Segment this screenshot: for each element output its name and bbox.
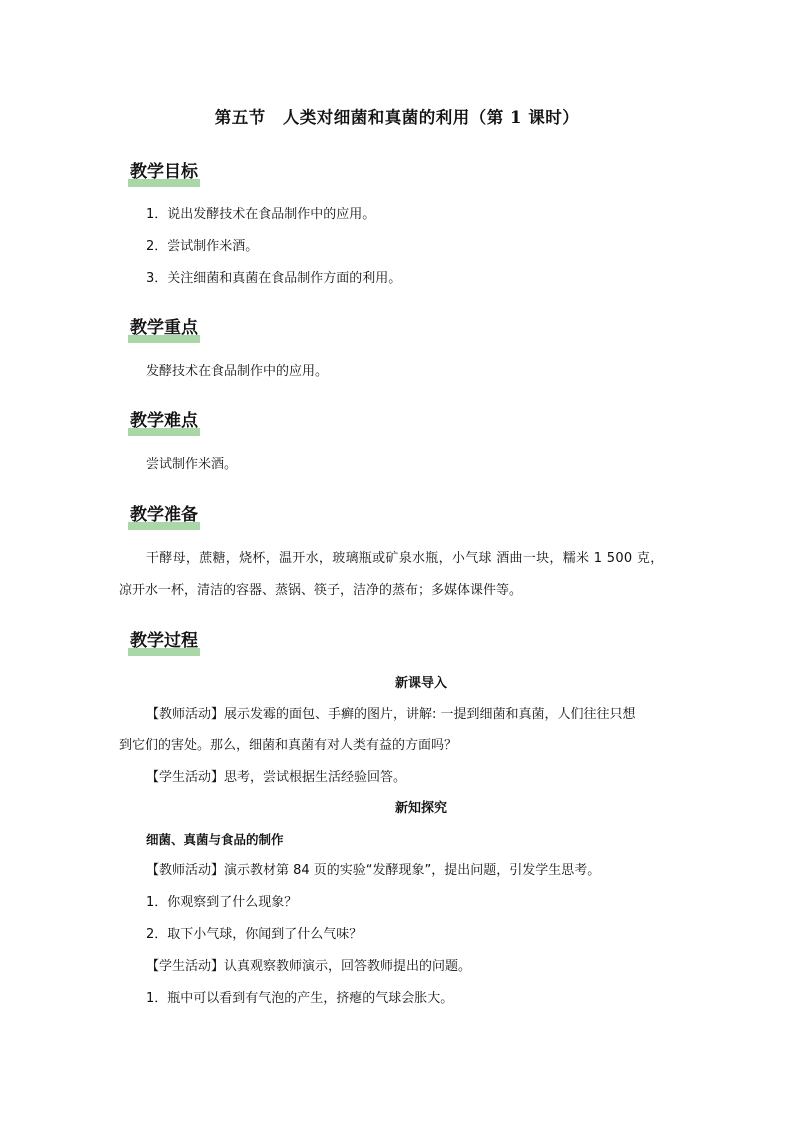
heading-text: 教学难点 [130,411,198,431]
question-2: 2．取下小气球，你闻到了什么气味？ [146,927,363,942]
student-activity-1: 【学生活动】思考，尝试根据生活经验回答。 [146,770,407,785]
student-activity-2: 【学生活动】认真观察教师演示，回答教师提出的问题。 [146,959,472,974]
topic-subheading: 细菌、真菌与食品的制作 [146,832,284,847]
teacher-activity-1-line-1: 【教师活动】展示发霉的面包、手癣的图片，讲解: 一提到细菌和真菌，人们往往只想 [146,707,636,722]
heading-text: 教学过程 [130,631,198,651]
preparation-line-2: 凉开水一杯，清洁的容器、蒸锅、筷子，洁净的蒸布；多媒体课件等。 [119,583,523,598]
question-1: 1．你观察到了什么现象？ [146,895,298,910]
objective-item-2: 2．尝试制作米酒。 [146,239,259,254]
difficulties-text: 尝试制作米酒。 [146,457,238,472]
key-points-text: 发酵技术在食品制作中的应用。 [146,364,329,379]
section-heading-key-points [126,317,200,343]
answer-1: 1．瓶中可以看到有气泡的产生，挤瘪的气球会胀大。 [146,991,454,1006]
objective-item-1: 1．说出发酵技术在食品制作中的应用。 [146,207,376,222]
heading-text: 教学重点 [130,318,198,338]
page-title: 第五节 人类对细菌和真菌的利用（第 1 课时） [214,108,580,127]
teacher-activity-2: 【教师活动】演示教材第 84 页的实验“发酵现象”，提出问题，引发学生思考。 [146,863,601,878]
subsection-title-intro: 新课导入 [394,676,447,691]
section-heading-process [126,630,200,656]
teacher-activity-1-line-2: 到它们的害处。那么，细菌和真菌有对人类有益的方面吗？ [119,738,458,753]
section-heading-preparation [126,504,200,530]
preparation-line-1: 干酵母，蔗糖，烧杯，温开水，玻璃瓶或矿泉水瓶，小气球 酒曲一块，糯米 1 500 克， [146,551,664,566]
section-heading-difficulties [126,410,200,436]
subsection-title-explore: 新知探究 [394,801,447,816]
section-heading-objectives [126,161,200,187]
heading-text: 教学准备 [130,505,198,525]
heading-text: 教学目标 [130,162,198,182]
objective-item-3: 3．关注细菌和真菌在食品制作方面的利用。 [146,271,402,286]
